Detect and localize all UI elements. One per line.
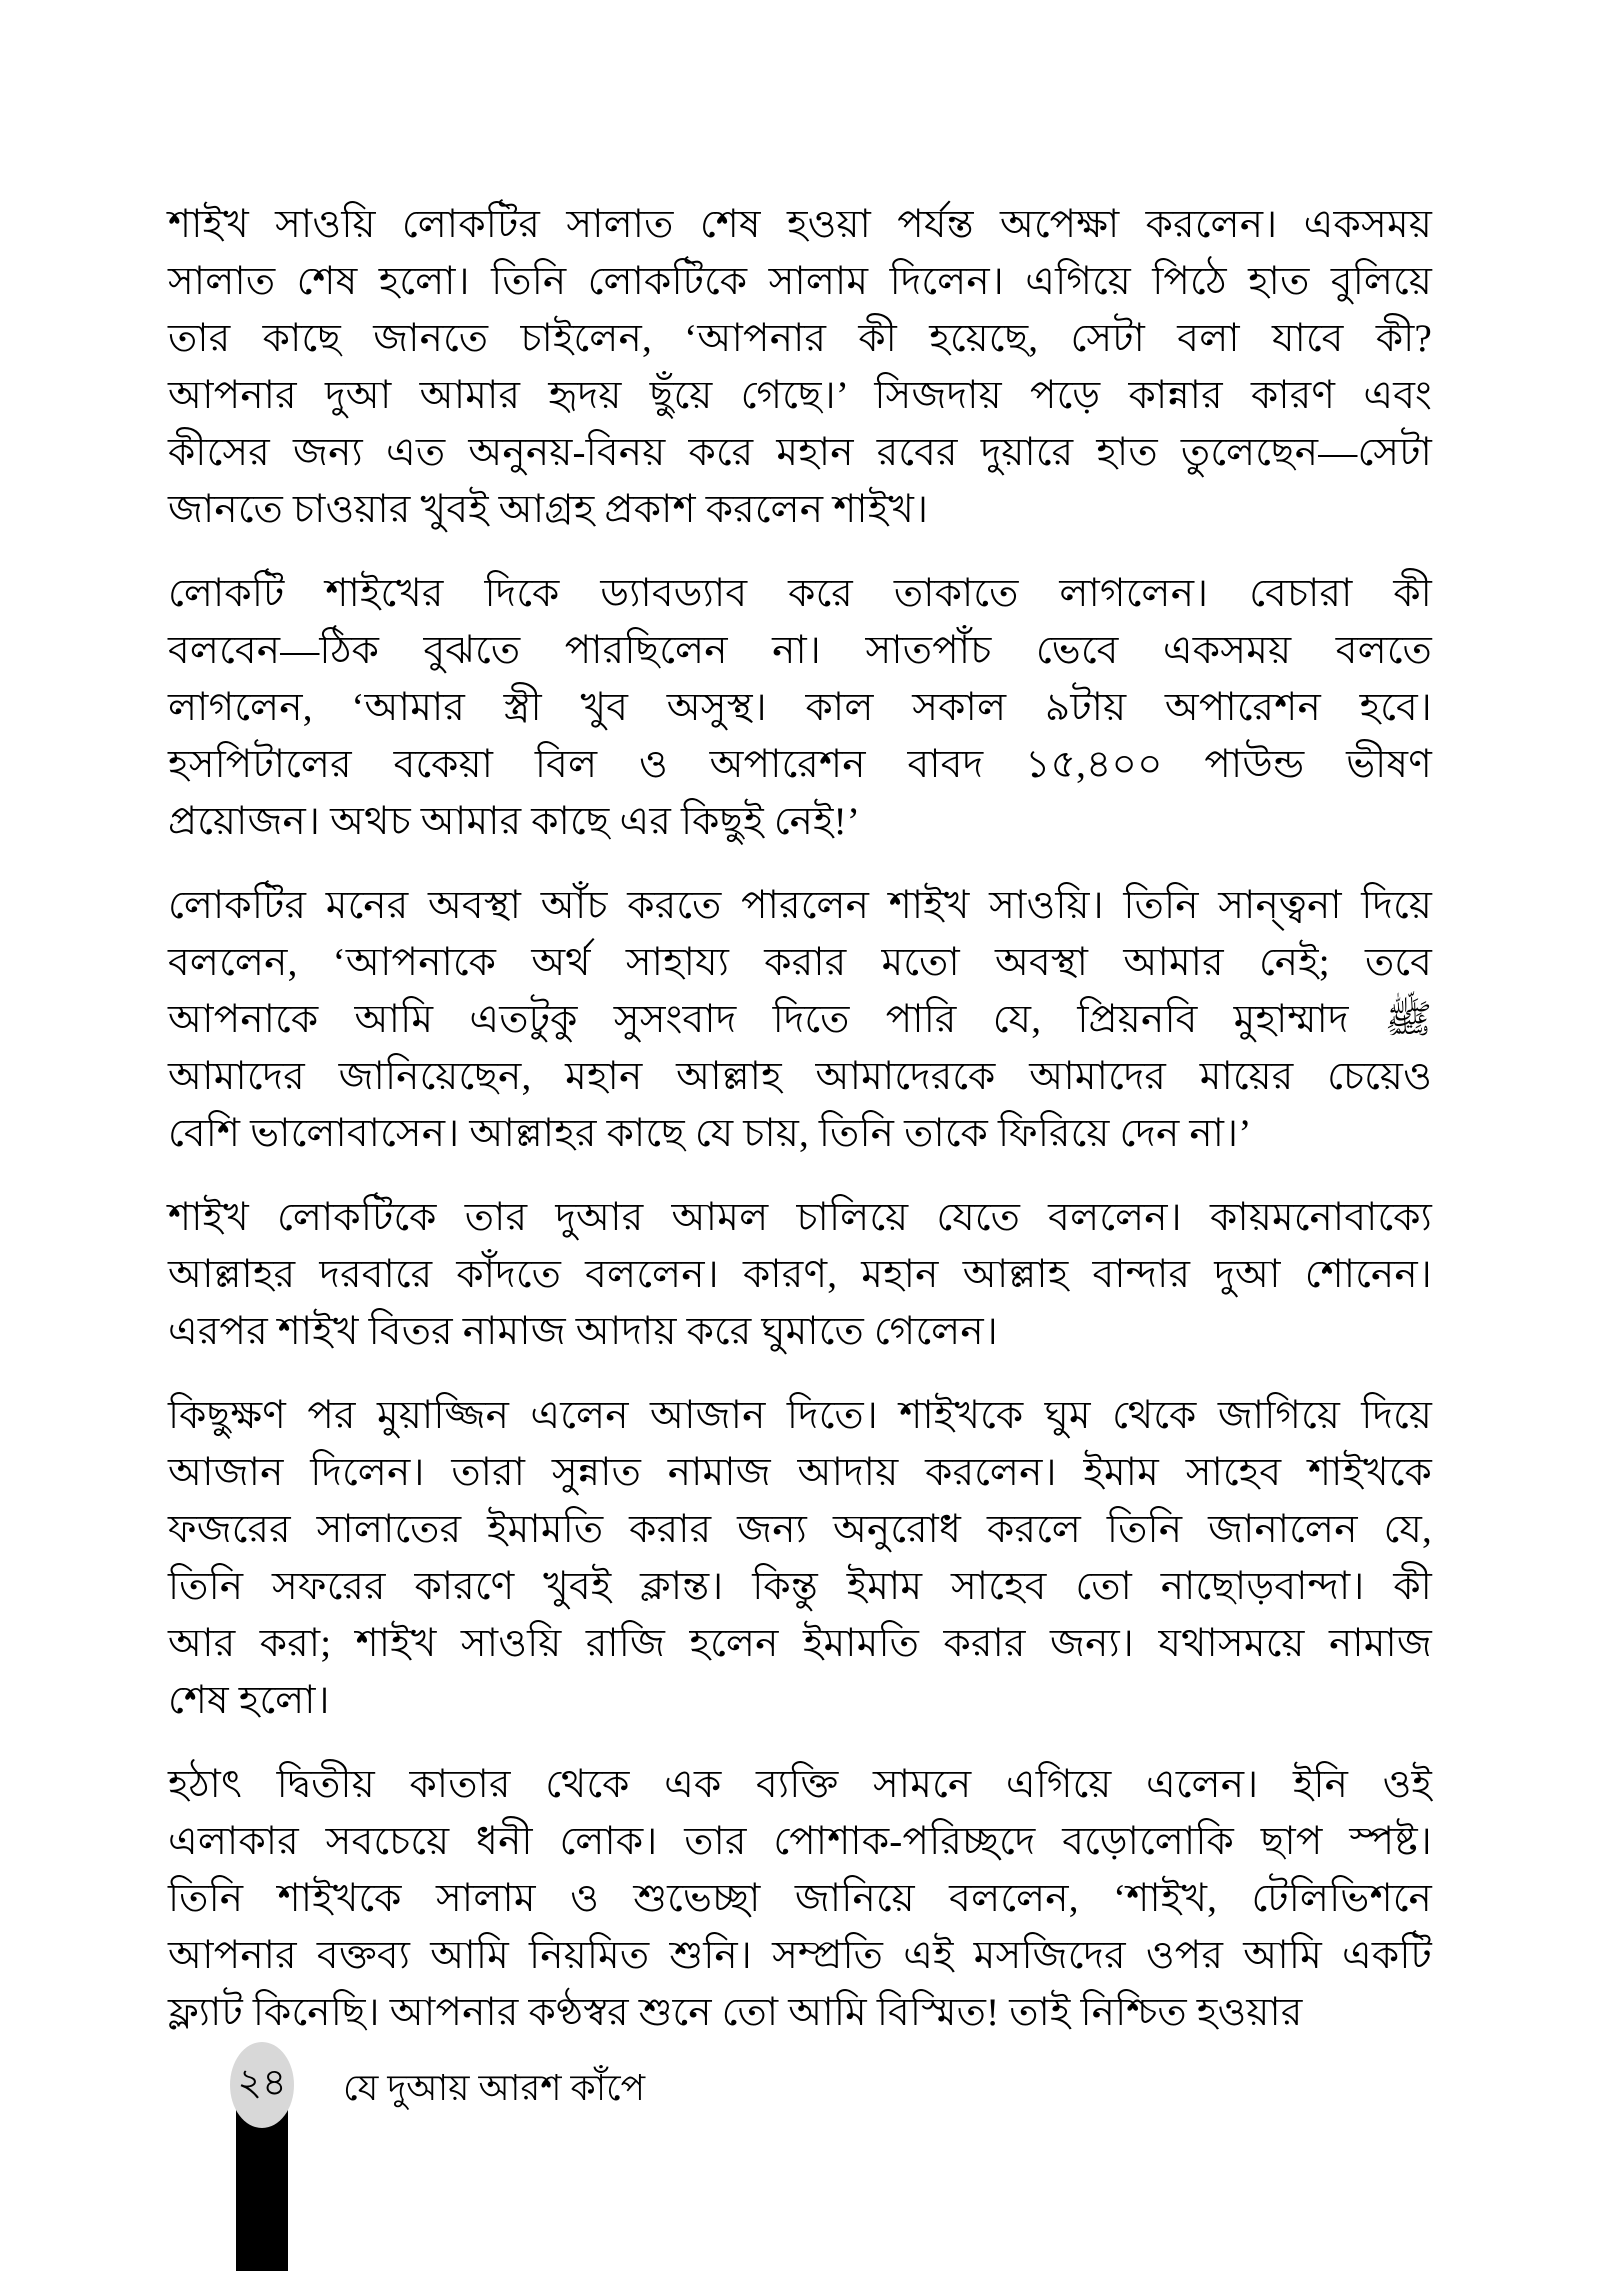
text-line: লোকটি শাইখের দিকে ড্যাবড্যাব করে তাকাতে লাগলেন। বেচারা কী: [168, 572, 1432, 615]
text-line: কিছুক্ষণ পর মুয়াজ্জিন এলেন আজান দিতে। শাইখকে ঘুম থেকে জাগিয়ে দিয়ে: [168, 1394, 1432, 1437]
paragraph: [168, 1756, 1432, 2041]
text-line: আপনার দুআ আমার হৃদয় ছুঁয়ে গেছে।’ সিজদায় পড়ে কান্নার কারণ এবং: [168, 374, 1432, 417]
text-line: আর করা; শাইখ সাওয়ি রাজি হলেন ইমামতি করার জন্য। যথাসময়ে নামাজ: [168, 1622, 1432, 1665]
text-line: আল্লাহর দরবারে কাঁদতে বললেন। কারণ, মহান আল্লাহ বান্দার দুআ শোনেন।: [168, 1253, 1432, 1296]
text-line: হঠাৎ দ্বিতীয় কাতার থেকে এক ব্যক্তি সামনে এগিয়ে এলেন। ইনি ওই: [168, 1763, 1432, 1806]
text-line: বলবেন—ঠিক বুঝতে পারছিলেন না। সাতপাঁচ ভেবে একসময় বলতে: [168, 629, 1432, 672]
text-line: লোকটির মনের অবস্থা আঁচ করতে পারলেন শাইখ সাওয়ি। তিনি সান্ত্বনা দিয়ে: [168, 884, 1432, 927]
text-line: লাগলেন, ‘আমার স্ত্রী খুব অসুস্থ। কাল সকাল ৯টায় অপারেশন হবে।: [168, 686, 1432, 729]
text-line: আজান দিলেন। তারা সুন্নাত নামাজ আদায় করলেন। ইমাম সাহেব শাইখকে: [168, 1451, 1432, 1494]
text-line: শেষ হলো।: [168, 1679, 330, 1722]
text-line: এলাকার সবচেয়ে ধনী লোক। তার পোশাক-পরিচ্ছদে বড়োলোকি ছাপ স্পষ্ট।: [168, 1820, 1432, 1863]
paragraph: [168, 1189, 1432, 1360]
paragraph: [168, 877, 1432, 1162]
text-line: ফ্ল্যাট কিনেছি। আপনার কণ্ঠস্বর শুনে তো আমি বিস্মিত! তাই নিশ্চিত হওয়ার: [168, 1991, 1303, 2034]
page-number: ২৪: [237, 2062, 287, 2104]
paragraph: [168, 565, 1432, 850]
text-line: তিনি শাইখকে সালাম ও শুভেচ্ছা জানিয়ে বললেন, ‘শাইখ, টেলিভিশনে: [168, 1877, 1432, 1920]
paragraph: [168, 196, 1432, 538]
text-line: আমাদের জানিয়েছেন, মহান আল্লাহ আমাদেরকে আমাদের মায়ের চেয়েও: [168, 1055, 1432, 1098]
text-line: শাইখ সাওয়ি লোকটির সালাত শেষ হওয়া পর্যন্ত অপেক্ষা করলেন। একসময়: [168, 203, 1432, 246]
text-line: ফজরের সালাতের ইমামতি করার জন্য অনুরোধ করলে তিনি জানালেন যে,: [168, 1508, 1432, 1551]
text-line: শাইখ লোকটিকে তার দুআর আমল চালিয়ে যেতে বললেন। কায়মনোবাক্যে: [168, 1196, 1432, 1239]
paragraph: [168, 1387, 1432, 1729]
page-body-text: [168, 196, 1432, 2041]
text-line: বেশি ভালোবাসেন। আল্লাহর কাছে যে চায়, তিনি তাকে ফিরিয়ে দেন না।’: [168, 1112, 1252, 1155]
text-line: তিনি সফরের কারণে খুবই ক্লান্ত। কিন্তু ইমাম সাহেব তো নাছোড়বান্দা। কী: [168, 1565, 1432, 1608]
text-line: প্রয়োজন। অথচ আমার কাছে এর কিছুই নেই!’: [168, 800, 861, 843]
book-title: যে দুআয় আরশ কাঁপে: [343, 2068, 646, 2108]
text-line: বললেন, ‘আপনাকে অর্থ সাহায্য করার মতো অবস্থা আমার নেই; তবে: [168, 941, 1432, 984]
text-line: জানতে চাওয়ার খুবই আগ্রহ প্রকাশ করলেন শাইখ।: [168, 488, 929, 531]
text-line: আপনার বক্তব্য আমি নিয়মিত শুনি। সম্প্রতি এই মসজিদের ওপর আমি একটি: [168, 1934, 1432, 1977]
text-line: এরপর শাইখ বিতর নামাজ আদায় করে ঘুমাতে গেলেন।: [168, 1310, 999, 1353]
text-line: সালাত শেষ হলো। তিনি লোকটিকে সালাম দিলেন। এগিয়ে পিঠে হাত বুলিয়ে: [168, 260, 1432, 303]
text-line: তার কাছে জানতে চাইলেন, ‘আপনার কী হয়েছে, সেটা বলা যাবে কী?: [168, 317, 1432, 360]
text-line: আপনাকে আমি এতটুকু সুসংবাদ দিতে পারি যে, প্রিয়নবি মুহাম্মাদ ﷺ: [168, 998, 1432, 1041]
page-number-badge: [230, 2042, 294, 2128]
text-line: হসপিটালের বকেয়া বিল ও অপারেশন বাবদ ১৫,৪০০ পাউন্ড ভীষণ: [168, 743, 1432, 786]
text-line: কীসের জন্য এত অনুনয়-বিনয় করে মহান রবের দুয়ারে হাত তুলেছেন—সেটা: [168, 431, 1432, 474]
